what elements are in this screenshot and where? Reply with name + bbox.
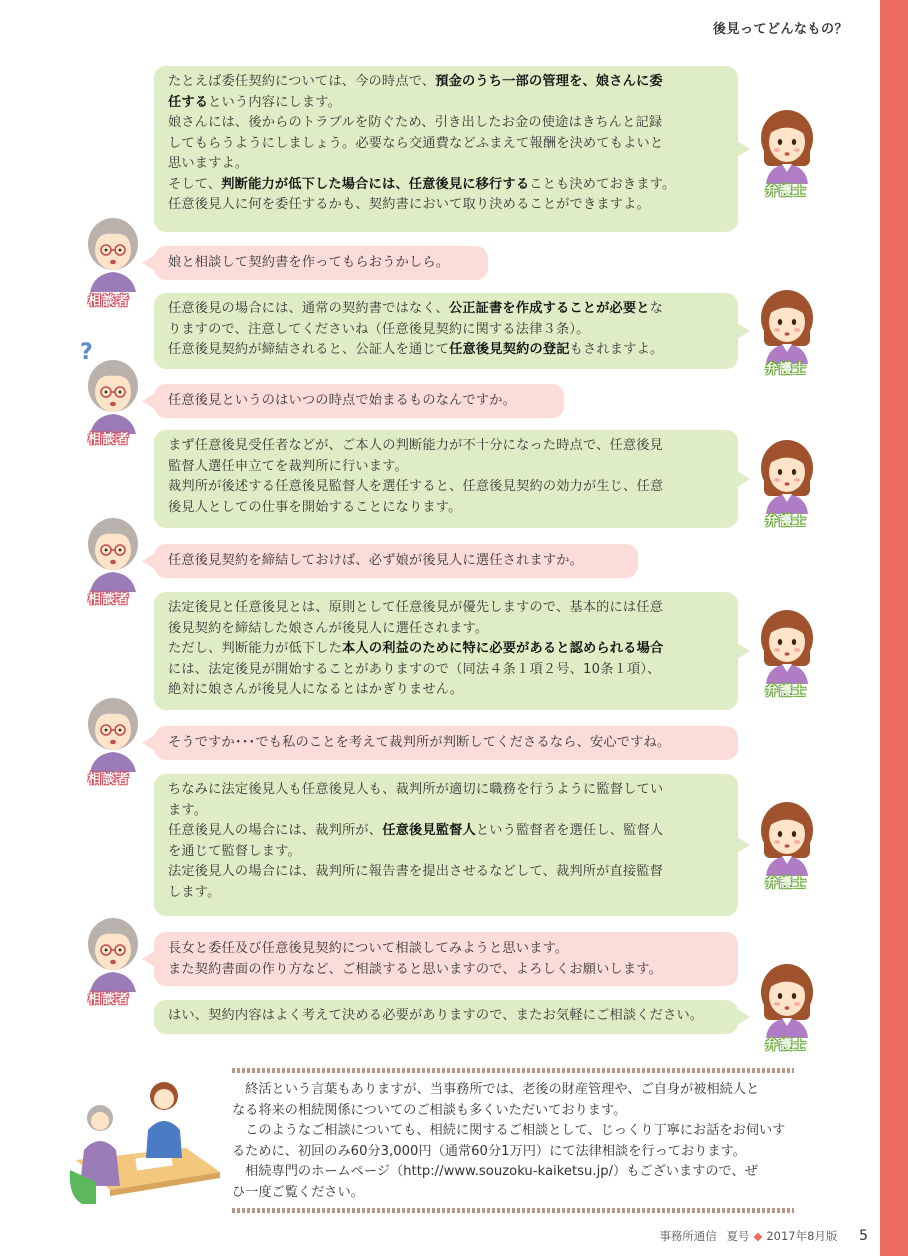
client-speech-bubble-3: 任意後見契約を締結しておけば、必ず娘が後見人に選任されますか。	[154, 544, 638, 578]
page-footer	[659, 1228, 868, 1244]
client-speech-bubble-1: 娘と相談して契約書を作ってもらおうかしら。	[154, 246, 488, 280]
lawyer-speech-bubble-5: ちなみに法定後見人も任意後見人も、裁判所が適切に職務を行うように監督してい ます。 任意後見人の場合には、裁判所が、任意後見監督人という監督者を選任し、監督人 を通じて監督します。 法定後見人の場合には、裁判所に報告書を提出させるなどして、裁判所が直接監督 します。	[154, 774, 738, 916]
lawyer-avatar-icon	[756, 796, 818, 876]
lawyer-avatar-icon	[756, 434, 818, 514]
lawyer-speech-bubble-1: たとえば委任契約については、今の時点で、預金のうち一部の管理を、娘さんに委 任するという内容にします。 娘さんには、後からのトラブルを防ぐため、引き出したお金の使途はきちんと記録 してもらうようにしましょう。必要なら交通費などふまえて報酬を決めてもよいと 思いますよ。 そして、判断能力が低下した場合には、任意後見に移行することも決めておきます。 任意後見人に何を委任するかも、契約書において取り決めることができますよ。	[154, 66, 738, 232]
office-notice: 終活という言葉もありますが、当事務所では、老後の財産管理や、ご自身が被相続人と なる将来の相続関係についてのご相談も多くいただいております。 このようなご相談についても、相続に関するご相談として、じっくり丁寧にお話をお伺いす るために、初回のみ60分3,000円（通常60分1万円）にて法律相談を行っております。 相続専門のホームページ（http://www.souzoku-kaiketsu.jp/）もございますので、ぜ ひ一度ご覧ください。	[232, 1082, 786, 1200]
notice-top-divider	[232, 1068, 794, 1073]
diamond-icon: ◆	[753, 1229, 763, 1243]
client-avatar-icon	[82, 692, 144, 772]
footer-date: 2017年8月版	[766, 1229, 838, 1243]
client-label: 相談者	[88, 592, 131, 607]
lawyer-label: 弁護士	[765, 362, 808, 377]
question-mark-icon: ?	[80, 340, 93, 365]
lawyer-label: 弁護士	[765, 876, 808, 891]
lawyer-avatar-icon	[756, 604, 818, 684]
lawyer-speech-bubble-2: 任意後見の場合には、通常の契約書ではなく、公正証書を作成することが必要とな りますので、注意してくださいね（任意後見契約に関する法律３条）。 任意後見契約が締結されると、公証人を通じて任意後見契約の登記もされますよ。	[154, 293, 738, 369]
lawyer-speech-bubble-3: まず任意後見受任者などが、ご本人の判断能力が不十分になった時点で、任意後見 監督人選任申立てを裁判所に行います。 裁判所が後述する任意後見監督人を選任すると、任意後見契約の効力が生じ、任意 後見人としての仕事を開始することになります。	[154, 430, 738, 528]
page-number: 5	[859, 1228, 868, 1244]
client-label: 相談者	[88, 772, 131, 787]
lawyer-speech-bubble-6: はい、契約内容はよく考えて決める必要がありますので、またお気軽にご相談ください。	[154, 1000, 738, 1034]
lawyer-label: 弁護士	[765, 684, 808, 699]
client-avatar-icon	[82, 354, 144, 434]
footer-issue: 夏号	[726, 1229, 750, 1243]
page-header-title: 後見ってどんなもの？	[712, 22, 848, 37]
client-speech-bubble-5: 長女と委任及び任意後見契約について相談してみようと思います。 また契約書面の作り方など、ご相談すると思いますので、よろしくお願いします。	[154, 932, 738, 986]
notice-bottom-divider	[232, 1208, 794, 1213]
lawyer-avatar-icon	[756, 284, 818, 364]
accent-side-band	[880, 0, 908, 1256]
client-label: 相談者	[88, 432, 131, 447]
client-avatar-icon	[82, 212, 144, 292]
lawyer-avatar-icon	[756, 958, 818, 1038]
client-avatar-icon	[82, 912, 144, 992]
lawyer-speech-bubble-4: 法定後見と任意後見とは、原則として任意後見が優先しますので、基本的には任意 後見契約を締結した娘さんが後見人に選任されます。 ただし、判断能力が低下した本人の利益のために特に必要があると認められる場合 には、法定後見が開始することがありますので（同法４条１項２号、10条１項）、 絶対に娘さんが後見人になるとはかぎりません。	[154, 592, 738, 710]
client-speech-bubble-2: 任意後見というのはいつの時点で始まるものなんですか。	[154, 384, 564, 418]
client-speech-bubble-4: そうですか･･･でも私のことを考えて裁判所が判断してくださるなら、安心ですね。	[154, 726, 738, 760]
client-label: 相談者	[88, 294, 131, 309]
lawyer-label: 弁護士	[765, 184, 808, 199]
client-avatar-icon	[82, 512, 144, 592]
client-label: 相談者	[88, 992, 131, 1007]
consultation-illustration	[66, 1074, 226, 1210]
lawyer-avatar-icon	[756, 104, 818, 184]
footer-publication: 事務所通信	[659, 1229, 717, 1243]
lawyer-label: 弁護士	[765, 1038, 808, 1053]
lawyer-label: 弁護士	[765, 514, 808, 529]
